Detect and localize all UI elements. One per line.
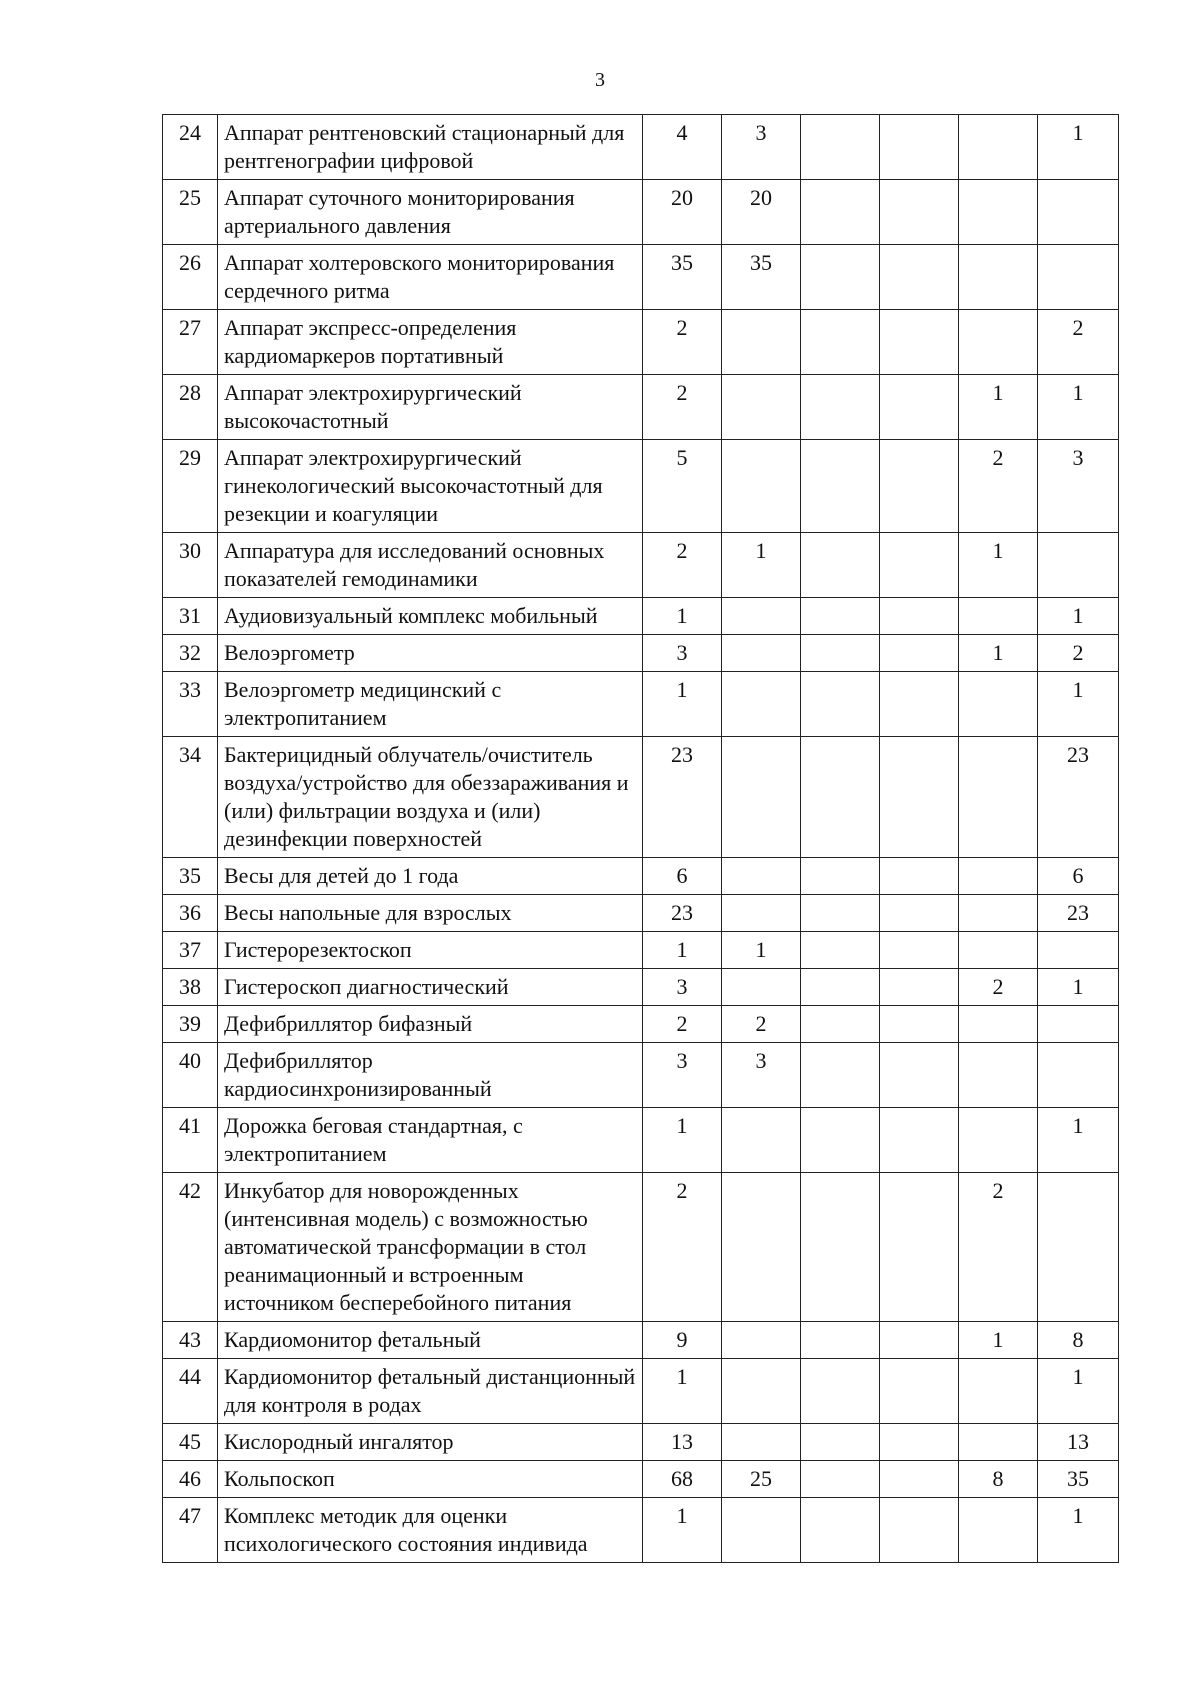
quantity-cell-2 <box>722 737 801 858</box>
table-row <box>163 440 1119 533</box>
quantity-cell-4 <box>880 737 959 858</box>
quantity-cell-2: 2 <box>722 1006 801 1043</box>
quantity-cell-3 <box>801 635 880 672</box>
quantity-cell-6: 8 <box>1038 1322 1119 1359</box>
equipment-name: Аппарат рентгеновский стационарный для рентгенографии цифровой <box>218 115 643 180</box>
quantity-cell-1: 1 <box>643 1498 722 1563</box>
row-number: 30 <box>163 533 218 598</box>
quantity-cell-1: 4 <box>643 115 722 180</box>
quantity-cell-3 <box>801 375 880 440</box>
quantity-cell-3 <box>801 1043 880 1108</box>
equipment-name: Комплекс методик для оценки психологического состояния индивида <box>218 1498 643 1563</box>
quantity-cell-2 <box>722 969 801 1006</box>
quantity-cell-2: 3 <box>722 1043 801 1108</box>
equipment-name: Дефибриллятор бифазный <box>218 1006 643 1043</box>
quantity-cell-5 <box>959 858 1038 895</box>
quantity-cell-2 <box>722 598 801 635</box>
quantity-cell-2 <box>722 635 801 672</box>
quantity-cell-5 <box>959 932 1038 969</box>
quantity-cell-1: 2 <box>643 375 722 440</box>
row-number: 31 <box>163 598 218 635</box>
quantity-cell-1: 1 <box>643 1359 722 1424</box>
row-number: 32 <box>163 635 218 672</box>
row-number: 40 <box>163 1043 218 1108</box>
equipment-name: Аудиовизуальный комплекс мобильный <box>218 598 643 635</box>
quantity-cell-6: 6 <box>1038 858 1119 895</box>
quantity-cell-1: 23 <box>643 895 722 932</box>
quantity-cell-1: 1 <box>643 932 722 969</box>
quantity-cell-4 <box>880 533 959 598</box>
quantity-cell-5 <box>959 1498 1038 1563</box>
quantity-cell-6 <box>1038 533 1119 598</box>
quantity-cell-4 <box>880 440 959 533</box>
quantity-cell-3 <box>801 310 880 375</box>
quantity-cell-6 <box>1038 180 1119 245</box>
quantity-cell-5: 2 <box>959 440 1038 533</box>
quantity-cell-2 <box>722 1498 801 1563</box>
quantity-cell-2 <box>722 1424 801 1461</box>
quantity-cell-6 <box>1038 1173 1119 1322</box>
equipment-name: Весы для детей до 1 года <box>218 858 643 895</box>
quantity-cell-1: 2 <box>643 1173 722 1322</box>
quantity-cell-3 <box>801 895 880 932</box>
quantity-cell-3 <box>801 932 880 969</box>
quantity-cell-3 <box>801 1006 880 1043</box>
page-number: 3 <box>595 69 605 91</box>
quantity-cell-4 <box>880 1461 959 1498</box>
row-number: 38 <box>163 969 218 1006</box>
quantity-cell-2: 1 <box>722 932 801 969</box>
quantity-cell-6: 1 <box>1038 1498 1119 1563</box>
table-row <box>163 672 1119 737</box>
quantity-cell-6: 23 <box>1038 895 1119 932</box>
quantity-cell-1: 68 <box>643 1461 722 1498</box>
row-number: 27 <box>163 310 218 375</box>
quantity-cell-3 <box>801 440 880 533</box>
table-row <box>163 245 1119 310</box>
quantity-cell-5 <box>959 672 1038 737</box>
table-row <box>163 895 1119 932</box>
row-number: 45 <box>163 1424 218 1461</box>
quantity-cell-6 <box>1038 1006 1119 1043</box>
quantity-cell-6: 1 <box>1038 1359 1119 1424</box>
equipment-table-body <box>163 115 1119 1563</box>
quantity-cell-2 <box>722 1359 801 1424</box>
quantity-cell-6: 1 <box>1038 375 1119 440</box>
equipment-name: Кардиомонитор фетальный дистанционный для контроля в родах <box>218 1359 643 1424</box>
quantity-cell-5: 8 <box>959 1461 1038 1498</box>
table-row <box>163 1006 1119 1043</box>
quantity-cell-4 <box>880 245 959 310</box>
quantity-cell-2: 25 <box>722 1461 801 1498</box>
quantity-cell-3 <box>801 245 880 310</box>
table-row <box>163 533 1119 598</box>
quantity-cell-5 <box>959 895 1038 932</box>
row-number: 44 <box>163 1359 218 1424</box>
equipment-name: Инкубатор для новорожденных (интенсивная модель) с возможностью автоматической трансформации в стол реанимационный и встроенным источником бесперебойного питания <box>218 1173 643 1322</box>
quantity-cell-3 <box>801 737 880 858</box>
quantity-cell-2 <box>722 1173 801 1322</box>
quantity-cell-5: 2 <box>959 1173 1038 1322</box>
equipment-name: Дефибриллятор кардиосинхронизированный <box>218 1043 643 1108</box>
quantity-cell-4 <box>880 1043 959 1108</box>
table-row <box>163 1173 1119 1322</box>
quantity-cell-5: 1 <box>959 635 1038 672</box>
quantity-cell-5 <box>959 115 1038 180</box>
quantity-cell-3 <box>801 1461 880 1498</box>
table-row <box>163 858 1119 895</box>
equipment-name: Велоэргометр <box>218 635 643 672</box>
quantity-cell-6: 2 <box>1038 635 1119 672</box>
quantity-cell-4 <box>880 635 959 672</box>
quantity-cell-1: 5 <box>643 440 722 533</box>
quantity-cell-1: 9 <box>643 1322 722 1359</box>
row-number: 33 <box>163 672 218 737</box>
row-number: 28 <box>163 375 218 440</box>
quantity-cell-6: 1 <box>1038 598 1119 635</box>
row-number: 24 <box>163 115 218 180</box>
table-row <box>163 310 1119 375</box>
equipment-name: Кольпоскоп <box>218 1461 643 1498</box>
quantity-cell-3 <box>801 598 880 635</box>
quantity-cell-2 <box>722 440 801 533</box>
table-row <box>163 635 1119 672</box>
row-number: 41 <box>163 1108 218 1173</box>
quantity-cell-2: 35 <box>722 245 801 310</box>
quantity-cell-5 <box>959 598 1038 635</box>
equipment-name: Велоэргометр медицинский с электропитанием <box>218 672 643 737</box>
row-number: 25 <box>163 180 218 245</box>
quantity-cell-4 <box>880 598 959 635</box>
quantity-cell-3 <box>801 1359 880 1424</box>
quantity-cell-5: 1 <box>959 533 1038 598</box>
quantity-cell-4 <box>880 1173 959 1322</box>
row-number: 47 <box>163 1498 218 1563</box>
quantity-cell-4 <box>880 895 959 932</box>
quantity-cell-1: 13 <box>643 1424 722 1461</box>
quantity-cell-5: 2 <box>959 969 1038 1006</box>
quantity-cell-4 <box>880 1498 959 1563</box>
quantity-cell-1: 20 <box>643 180 722 245</box>
quantity-cell-5 <box>959 245 1038 310</box>
quantity-cell-4 <box>880 1359 959 1424</box>
quantity-cell-1: 3 <box>643 1043 722 1108</box>
quantity-cell-6: 35 <box>1038 1461 1119 1498</box>
table-row <box>163 1322 1119 1359</box>
table-row <box>163 1108 1119 1173</box>
quantity-cell-3 <box>801 1498 880 1563</box>
quantity-cell-5 <box>959 1108 1038 1173</box>
quantity-cell-6 <box>1038 1043 1119 1108</box>
quantity-cell-6 <box>1038 245 1119 310</box>
quantity-cell-4 <box>880 1006 959 1043</box>
equipment-name: Аппарат холтеровского мониторирования сердечного ритма <box>218 245 643 310</box>
quantity-cell-3 <box>801 969 880 1006</box>
table-row <box>163 375 1119 440</box>
quantity-cell-5 <box>959 1006 1038 1043</box>
quantity-cell-5 <box>959 737 1038 858</box>
quantity-cell-3 <box>801 533 880 598</box>
quantity-cell-4 <box>880 1322 959 1359</box>
quantity-cell-5 <box>959 310 1038 375</box>
row-number: 37 <box>163 932 218 969</box>
row-number: 39 <box>163 1006 218 1043</box>
row-number: 35 <box>163 858 218 895</box>
quantity-cell-5 <box>959 1424 1038 1461</box>
quantity-cell-1: 35 <box>643 245 722 310</box>
quantity-cell-6: 2 <box>1038 310 1119 375</box>
quantity-cell-6: 1 <box>1038 1108 1119 1173</box>
equipment-name: Бактерицидный облучатель/очиститель воздуха/устройство для обеззараживания и (или) фильтрации воздуха и (или) дезинфекции поверхностей <box>218 737 643 858</box>
table-row <box>163 737 1119 858</box>
quantity-cell-1: 3 <box>643 635 722 672</box>
quantity-cell-6: 23 <box>1038 737 1119 858</box>
quantity-cell-3 <box>801 1424 880 1461</box>
row-number: 46 <box>163 1461 218 1498</box>
quantity-cell-4 <box>880 375 959 440</box>
equipment-name: Весы напольные для взрослых <box>218 895 643 932</box>
quantity-cell-3 <box>801 115 880 180</box>
quantity-cell-2 <box>722 1322 801 1359</box>
quantity-cell-1: 3 <box>643 969 722 1006</box>
row-number: 36 <box>163 895 218 932</box>
quantity-cell-4 <box>880 858 959 895</box>
row-number: 43 <box>163 1322 218 1359</box>
quantity-cell-5: 1 <box>959 375 1038 440</box>
equipment-name: Дорожка беговая стандартная, с электропитанием <box>218 1108 643 1173</box>
quantity-cell-3 <box>801 858 880 895</box>
equipment-name: Кардиомонитор фетальный <box>218 1322 643 1359</box>
quantity-cell-2 <box>722 1108 801 1173</box>
quantity-cell-3 <box>801 1173 880 1322</box>
quantity-cell-1: 2 <box>643 533 722 598</box>
equipment-name: Аппарат электрохирургический высокочастотный <box>218 375 643 440</box>
quantity-cell-6: 13 <box>1038 1424 1119 1461</box>
quantity-cell-1: 1 <box>643 598 722 635</box>
table-row <box>163 115 1119 180</box>
quantity-cell-2 <box>722 672 801 737</box>
quantity-cell-4 <box>880 672 959 737</box>
quantity-cell-4 <box>880 115 959 180</box>
quantity-cell-2 <box>722 858 801 895</box>
equipment-name: Аппарат экспресс-определения кардиомаркеров портативный <box>218 310 643 375</box>
quantity-cell-3 <box>801 1322 880 1359</box>
quantity-cell-4 <box>880 969 959 1006</box>
quantity-cell-5: 1 <box>959 1322 1038 1359</box>
table-row <box>163 1424 1119 1461</box>
equipment-name: Аппарат электрохирургический гинекологический высокочастотный для резекции и коагуляции <box>218 440 643 533</box>
quantity-cell-5 <box>959 180 1038 245</box>
row-number: 42 <box>163 1173 218 1322</box>
quantity-cell-1: 23 <box>643 737 722 858</box>
quantity-cell-4 <box>880 1108 959 1173</box>
equipment-name: Гистерорезектоскоп <box>218 932 643 969</box>
quantity-cell-2: 3 <box>722 115 801 180</box>
row-number: 29 <box>163 440 218 533</box>
quantity-cell-6 <box>1038 932 1119 969</box>
quantity-cell-1: 2 <box>643 310 722 375</box>
equipment-name: Кислородный ингалятор <box>218 1424 643 1461</box>
quantity-cell-1: 6 <box>643 858 722 895</box>
quantity-cell-2: 1 <box>722 533 801 598</box>
quantity-cell-2: 20 <box>722 180 801 245</box>
quantity-cell-1: 1 <box>643 672 722 737</box>
table-row <box>163 1359 1119 1424</box>
equipment-table <box>162 114 1119 1563</box>
quantity-cell-6: 1 <box>1038 672 1119 737</box>
quantity-cell-3 <box>801 1108 880 1173</box>
quantity-cell-2 <box>722 310 801 375</box>
quantity-cell-4 <box>880 1424 959 1461</box>
quantity-cell-2 <box>722 375 801 440</box>
quantity-cell-2 <box>722 895 801 932</box>
quantity-cell-6: 3 <box>1038 440 1119 533</box>
equipment-name: Гистероскоп диагностический <box>218 969 643 1006</box>
equipment-name: Аппарат суточного мониторирования артериального давления <box>218 180 643 245</box>
quantity-cell-4 <box>880 932 959 969</box>
table-row <box>163 1461 1119 1498</box>
quantity-cell-5 <box>959 1043 1038 1108</box>
quantity-cell-6: 1 <box>1038 115 1119 180</box>
quantity-cell-4 <box>880 310 959 375</box>
quantity-cell-4 <box>880 180 959 245</box>
quantity-cell-1: 2 <box>643 1006 722 1043</box>
table-row <box>163 1498 1119 1563</box>
table-row <box>163 932 1119 969</box>
quantity-cell-5 <box>959 1359 1038 1424</box>
table-row <box>163 598 1119 635</box>
quantity-cell-3 <box>801 180 880 245</box>
table-row <box>163 1043 1119 1108</box>
table-row <box>163 180 1119 245</box>
table-row <box>163 969 1119 1006</box>
equipment-name: Аппаратура для исследований основных показателей гемодинамики <box>218 533 643 598</box>
quantity-cell-3 <box>801 672 880 737</box>
row-number: 26 <box>163 245 218 310</box>
quantity-cell-6: 1 <box>1038 969 1119 1006</box>
row-number: 34 <box>163 737 218 858</box>
quantity-cell-1: 1 <box>643 1108 722 1173</box>
